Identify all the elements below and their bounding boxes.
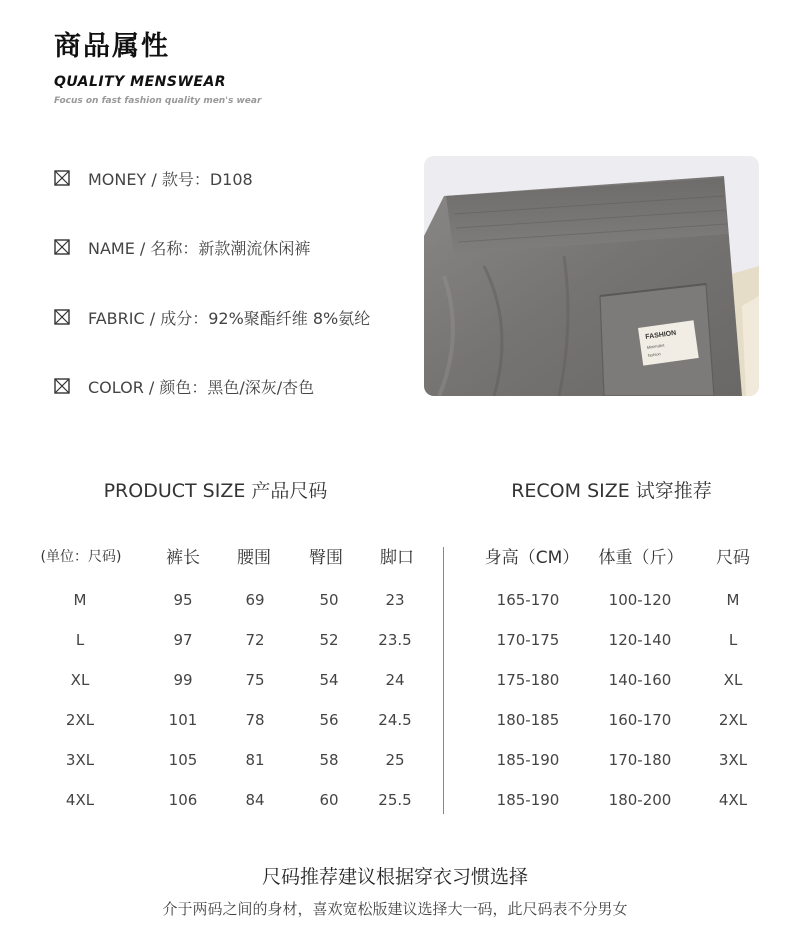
product-size-cell: 97 [173, 631, 193, 649]
recom-size-cell: 140-160 [608, 671, 672, 689]
brand-subtitle: QUALITY MENSWEAR [54, 74, 227, 90]
product-size-cell: 23.5 [378, 631, 412, 649]
recom-size-cell: 3XL [718, 751, 748, 769]
recom-size-cell: 4XL [718, 791, 748, 809]
photo-label-brand: FASHION [644, 329, 677, 342]
recom-size-cell: 180-185 [496, 711, 560, 729]
checkbox-icon [54, 239, 70, 255]
attribute-text: NAME / 名称：新款潮流休闲裤 [88, 238, 311, 258]
recom-size-title: RECOM SIZE 试穿推荐 [511, 480, 712, 502]
product-size-cell: 81 [245, 751, 265, 769]
recom-size-cell: 120-140 [608, 631, 672, 649]
product-size-title: PRODUCT SIZE 产品尺码 [103, 480, 328, 502]
product-size-cell: XL [70, 671, 90, 689]
product-size-cell: 54 [319, 671, 339, 689]
product-size-cell: 2XL [65, 711, 95, 729]
product-size-cell: 75 [245, 671, 265, 689]
photo-label-line: Minimalist [646, 342, 665, 350]
brand-tagline: Focus on fast fashion quality men's wear [54, 96, 262, 106]
recom-size-cell: XL [723, 671, 743, 689]
product-size-cell: 52 [319, 631, 339, 649]
table-divider [443, 547, 444, 814]
product-size-cell: 23 [385, 591, 405, 609]
product-size-header: 脚口 [380, 548, 414, 568]
product-size-header: 臀围 [309, 548, 343, 568]
checkbox-icon [54, 378, 70, 394]
product-size-cell: 60 [319, 791, 339, 809]
recom-size-cell: M [726, 591, 740, 609]
recom-size-cell: 170-175 [496, 631, 560, 649]
product-size-unit-header: (单位：尺码) [40, 549, 122, 565]
product-size-cell: 78 [245, 711, 265, 729]
product-size-cell: 25.5 [378, 791, 412, 809]
attribute-color [54, 374, 314, 398]
product-size-cell: 72 [245, 631, 265, 649]
attribute-name [54, 235, 310, 259]
attribute-text: MONEY / 款号：D108 [88, 169, 253, 189]
product-size-cell: 95 [173, 591, 193, 609]
recom-size-cell: 180-200 [608, 791, 672, 809]
product-size-cell: 105 [168, 751, 198, 769]
product-size-cell: 99 [173, 671, 193, 689]
checkbox-icon [54, 309, 70, 325]
attribute-text: FABRIC / 成分：92%聚酯纤维 8%氨纶 [88, 308, 371, 328]
product-size-cell: 56 [319, 711, 339, 729]
checkbox-icon [54, 170, 70, 186]
product-size-cell: 3XL [65, 751, 95, 769]
product-size-cell: 24.5 [378, 711, 412, 729]
product-size-cell: 25 [385, 751, 405, 769]
attribute-text: COLOR / 颜色：黑色/深灰/杏色 [88, 377, 315, 397]
recom-size-cell: 175-180 [496, 671, 560, 689]
recom-size-header: 尺码 [716, 548, 750, 568]
recom-size-cell: 170-180 [608, 751, 672, 769]
product-size-cell: 58 [319, 751, 339, 769]
product-size-cell: 24 [385, 671, 405, 689]
product-size-header: 腰围 [237, 548, 271, 568]
size-advice-title: 尺码推荐建议根据穿衣习惯选择 [261, 866, 528, 888]
recom-size-cell: 185-190 [496, 751, 560, 769]
product-size-cell: 106 [168, 791, 198, 809]
product-size-cell: 84 [245, 791, 265, 809]
recom-size-cell: 160-170 [608, 711, 672, 729]
product-size-cell: 4XL [65, 791, 95, 809]
product-size-cell: 50 [319, 591, 339, 609]
product-size-cell: 101 [168, 711, 198, 729]
recom-size-header: 体重（斤） [598, 548, 684, 568]
recom-size-cell: L [728, 631, 738, 649]
recom-size-cell: 165-170 [496, 591, 560, 609]
page-title: 商品属性 [54, 31, 170, 62]
attribute-fabric [54, 305, 370, 329]
recom-size-header: 身高（CM） [484, 548, 580, 568]
product-size-cell: 69 [245, 591, 265, 609]
product-photo [424, 156, 759, 396]
product-size-cell: L [75, 631, 85, 649]
recom-size-cell: 2XL [718, 711, 748, 729]
size-advice-detail: 介于两码之间的身材，喜欢宽松版建议选择大一码，此尺码表不分男女 [162, 900, 628, 918]
photo-label-line: fashion [647, 351, 662, 358]
product-size-header: 裤长 [166, 548, 200, 568]
recom-size-cell: 100-120 [608, 591, 672, 609]
recom-size-cell: 185-190 [496, 791, 560, 809]
product-size-cell: M [73, 591, 87, 609]
attribute-money [54, 166, 253, 190]
